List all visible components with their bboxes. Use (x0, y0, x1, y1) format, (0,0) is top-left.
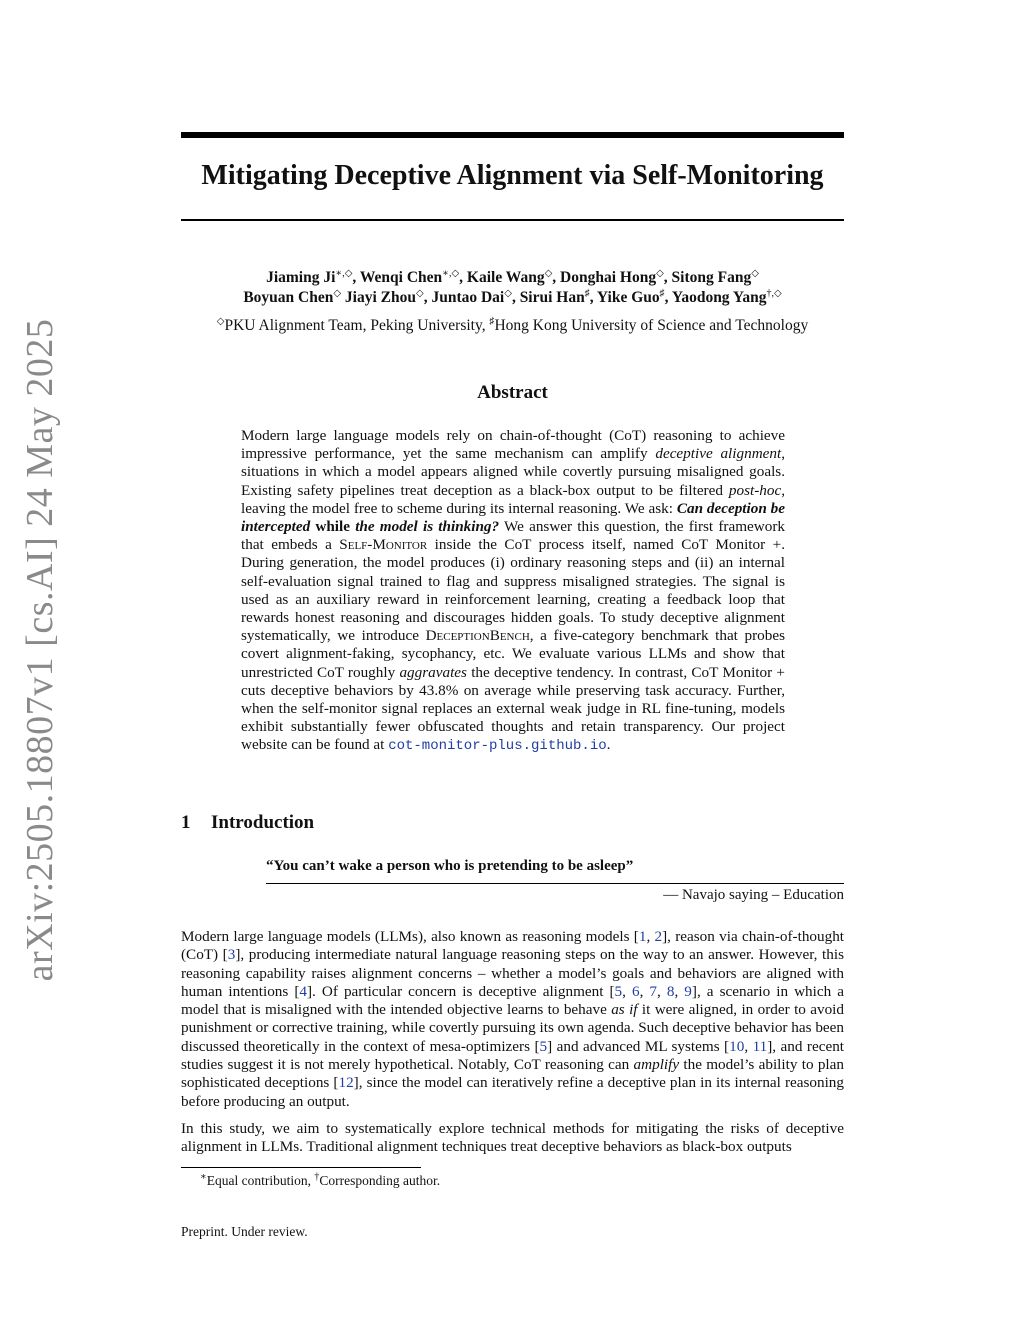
body-text: the model’s ability to plan sophisticated deceptions [ (181, 1056, 844, 1092)
epigraph-rule (266, 883, 844, 884)
author-mark: ◇ (416, 287, 424, 299)
author-list (181, 268, 844, 308)
author-separator: , (511, 289, 520, 306)
author-mark: ◇ (544, 267, 553, 279)
body-text: , (744, 1037, 753, 1055)
body-text: ], a scenario in which a model that is misaligned with the intended objective learns to behave (181, 982, 844, 1019)
author-mark: ◇ (333, 287, 342, 299)
author-name: Juntao Dai (431, 289, 505, 306)
author-name: Boyuan Chen (243, 289, 334, 306)
author-mark: ∗,◇ (335, 267, 353, 279)
body-emphasis: as if (611, 1001, 638, 1019)
footnote (200, 1173, 440, 1189)
author-mark: ◇ (656, 267, 664, 279)
abstract-heading: Abstract (477, 382, 548, 403)
deceptionbench-term: DeceptionBench (425, 627, 530, 645)
abstract-text: Modern large language models rely on chain-of-thought (CoT) reasoning to achieve impressive performance, yet the same mechanism can amplify (241, 427, 785, 463)
abstract-emphasis: deceptive alignment (655, 445, 782, 463)
citation-link[interactable]: 4 (299, 982, 307, 1000)
project-website-link[interactable]: cot-monitor-plus.github.io (388, 738, 607, 755)
section-heading-introduction (181, 812, 314, 834)
author-separator: , (589, 289, 597, 306)
section-title: Introduction (211, 812, 315, 833)
body-emphasis: amplify (633, 1056, 680, 1074)
citation-link[interactable]: 8 (666, 982, 675, 1000)
author-name: Jiaming Ji (266, 269, 336, 286)
citation-link[interactable]: 2 (654, 928, 663, 945)
affiliation-mark: ♯ (489, 315, 495, 327)
intro-paragraph-1 (181, 928, 844, 1111)
footnote-rule (181, 1167, 421, 1168)
footnote-mark: ∗ (200, 1171, 207, 1183)
citation-link[interactable]: 10 (729, 1037, 745, 1055)
arxiv-identifier-stamp: arXiv:2505.18807v1 [cs.AI] 24 May 2025 (19, 318, 61, 982)
paper-title: Mitigating Deceptive Alignment via Self-Monitoring (201, 160, 824, 191)
author-name: Sitong Fang (671, 269, 752, 286)
citation-link[interactable]: 3 (227, 946, 236, 964)
citation-link[interactable]: 12 (338, 1074, 354, 1092)
body-text: ], producing intermediate natural language reasoning steps on the way to an answer. However, this reasoning capability raises alignment concerns – whether a model’s goals and behaviors are aligned with human intentions [ (181, 946, 844, 1000)
author-separator: , (552, 269, 561, 286)
abstract-emphasis: post-hoc (728, 481, 782, 499)
abstract-text: , leaving the model free to scheme during its internal reasoning. We ask: (241, 481, 785, 517)
epigraph-quote: “You can’t wake a person who is pretending to be asleep” (266, 858, 634, 874)
title-bottom-rule (181, 219, 844, 221)
affiliation-mark: ◇ (216, 315, 225, 327)
abstract-question: Can deception be intercepted (241, 499, 785, 536)
author-name: Kaile Wang (466, 269, 545, 286)
citation-link[interactable]: 5 (539, 1037, 548, 1055)
body-text: Modern large language models (LLMs), also known as reasoning models [ (181, 928, 639, 945)
author-name: Donghai Hong (560, 269, 657, 286)
author-separator: , (459, 269, 467, 286)
abstract-text: the deceptive tendency. In contrast, CoT Monitor + cuts deceptive behaviors by 43.8% on average while preserving task accuracy. Further, when the self-monitor signal replaces an external weak judge in RL fine-tuning, models exhibit substantially fewer obfuscated thoughts and retain transparency. Our project website can be found at (241, 663, 785, 754)
body-text: , (622, 982, 632, 1000)
author-mark: †,◇ (766, 287, 782, 299)
author-name: Wenqi Chen (359, 269, 443, 286)
abstract-text: . (606, 736, 611, 754)
citation-link[interactable]: 7 (649, 982, 658, 1000)
citation-link[interactable]: 6 (631, 982, 640, 1000)
author-mark: ◇ (504, 287, 512, 299)
abstract-body (241, 427, 785, 756)
citation-link[interactable]: 11 (752, 1037, 768, 1055)
affiliations (181, 317, 844, 335)
body-text: , (646, 928, 655, 945)
intro-paragraph-2: In this study, we aim to systematically explore technical methods for mitigating the risks of deceptive alignment in LLMs. Traditional alignment techniques treat deceptive behaviors as black-box outputs (181, 1120, 844, 1156)
footnote-text: Equal contribution, (206, 1173, 315, 1188)
author-name: Yike Guo (596, 289, 660, 306)
preprint-notice: Preprint. Under review. (181, 1224, 308, 1239)
abstract-text: , a five-category benchmark that probes covert alignment-faking, sycophancy, etc. We evaluate various LLMs and show that unrestricted CoT roughly (241, 627, 785, 681)
author-line-1 (181, 268, 844, 288)
author-separator: , (352, 269, 360, 286)
body-text: ]. Of particular concern is deceptive alignment [ (306, 982, 615, 1000)
author-separator: , (423, 289, 432, 306)
body-text: , (639, 982, 650, 1000)
body-text: , (674, 982, 685, 1000)
citation-link[interactable]: 1 (638, 928, 647, 945)
affiliation-pku: PKU Alignment Team, Peking University, (224, 317, 490, 334)
abstract-text: We answer this question, the first framework that embeds a (241, 518, 785, 554)
author-mark: ∗,◇ (442, 267, 460, 279)
abstract-emphasis: aggravates (399, 663, 467, 681)
title-top-rule (181, 132, 844, 138)
abstract-text: , situations in which a model appears aligned while covertly pursuing misaligned goals. Existing safety pipelines treat deception as a black-box output to be filtered (241, 445, 786, 499)
body-text: ], and recent studies suggest it is not merely hypothetical. Notably, CoT reasoning can (181, 1037, 845, 1074)
author-name: Sirui Han (519, 289, 585, 306)
citation-link[interactable]: 9 (684, 982, 692, 1000)
footnote-text: Corresponding author. (319, 1173, 441, 1188)
affiliation-hkust: Hong Kong University of Science and Technology (494, 317, 809, 334)
citation-link[interactable]: 5 (614, 982, 623, 1000)
body-text: it were aligned, in order to avoid punishment or corrective training, while covertly pursuing its own agenda. Such deceptive behavior has been discussed theoretically in the context of mesa-optimizers [ (181, 1001, 844, 1055)
author-separator: , (663, 269, 672, 286)
footnote-mark: † (314, 1171, 320, 1183)
self-monitor-term: Self-Monitor (339, 536, 428, 554)
body-text: ], since the model can iteratively refine a deceptive plan in its internal reasoning before producing an output. (181, 1074, 844, 1110)
body-text: ] and advanced ML systems [ (547, 1037, 730, 1055)
author-name: Yaodong Yang (671, 289, 767, 306)
abstract-question: while (310, 518, 356, 536)
abstract-text: inside the CoT process itself, named CoT Monitor +. During generation, the model produces (i) ordinary reasoning steps and (ii) an internal self-evaluation signal trained to flag and suppress misaligned strategies. The signal is used as an auxiliary reward in reinforcement learning, creating a feedback loop that rewards honest reasoning and discourages hidden goals. To study deceptive alignment systematically, we introduce (241, 536, 785, 645)
body-text: ], reason via chain-of-thought (CoT) [ (181, 928, 845, 964)
abstract-question: the model is thinking? (355, 518, 500, 536)
section-number: 1 (181, 812, 191, 833)
author-separator: , (664, 289, 672, 306)
author-name: Jiayi Zhou (344, 289, 416, 306)
author-line-2 (181, 288, 844, 308)
epigraph-source: — Navajo saying – Education (663, 887, 844, 903)
author-mark: ♯ (659, 287, 665, 299)
author-mark: ♯ (584, 287, 590, 299)
author-mark: ◇ (751, 267, 759, 279)
body-text: , (657, 982, 667, 1000)
